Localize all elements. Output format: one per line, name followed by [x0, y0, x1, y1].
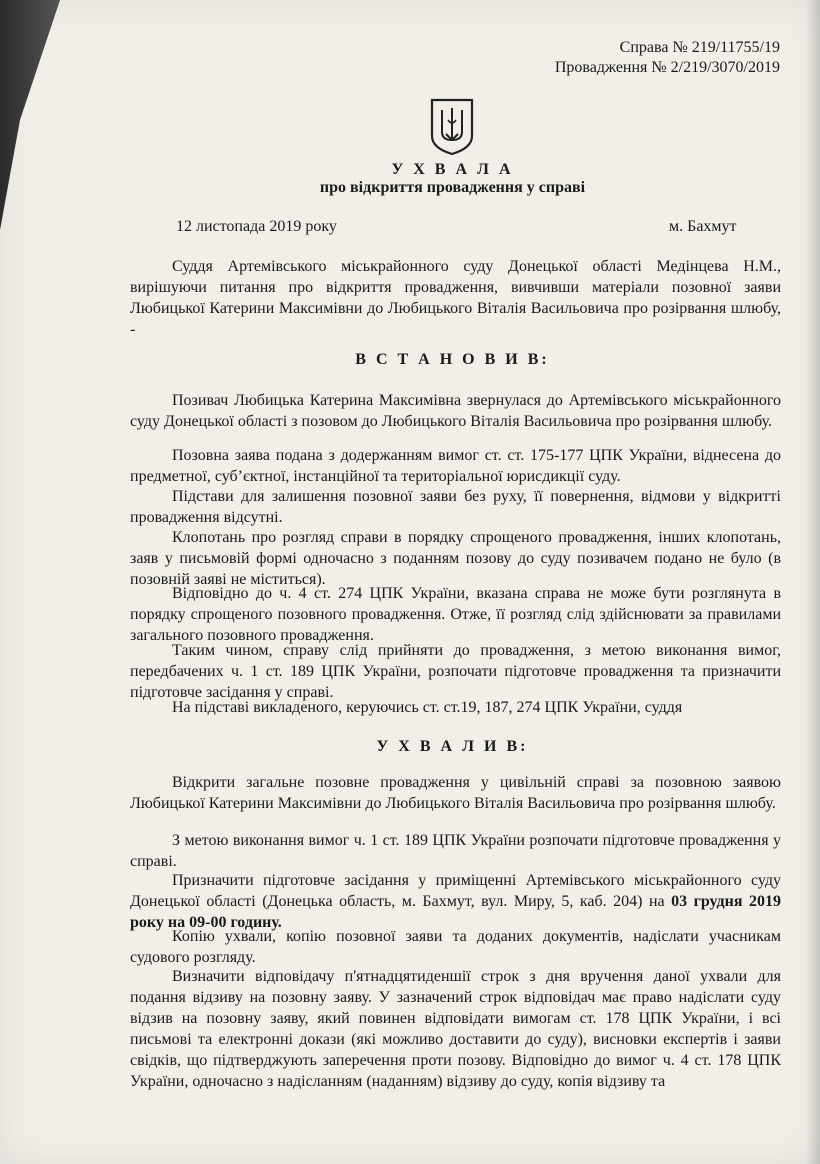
- ruled-paragraph-1: [130, 772, 781, 814]
- paragraph-text: Копію ухвали, копію позовної заяви та доданих документів, надіслати учасникам судового розгляду.: [130, 928, 781, 966]
- ruled-paragraph-5: [130, 966, 781, 1092]
- section-heading-ruled: У Х В А Л И В:: [376, 738, 529, 755]
- paragraph-text: Відкрити загальне позовне провадження у цивільній справі за позовною заявою Любицької Катерини Максимівни до Любицького Віталія Васильовича про розірвання шлюбу.: [130, 774, 781, 812]
- paragraph-text: На підставі викладеного, керуючись ст. ст.19, 187, 274 ЦПК України, суддя: [172, 699, 683, 716]
- established-paragraph-4: [130, 527, 781, 590]
- proceeding-number: Провадження № 2/219/3070/2019: [554, 59, 780, 76]
- coat-of-arms-icon: [428, 96, 476, 156]
- established-paragraph-5: [130, 583, 781, 646]
- paragraph-text: З метою виконання вимог ч. 1 ст. 189 ЦПК України розпочати підготовче провадження у справі.: [130, 832, 781, 870]
- established-paragraph-2: [130, 445, 781, 487]
- paragraph-text: Клопотань про розгляд справи в порядку спрощеного провадження, інших клопотань, заяв у письмовій формі одночасно з поданням позову до суду позивачем подано не було (в позовній заяві не міститься).: [130, 529, 781, 588]
- paragraph-text: Підстави для залишення позовної заяви без руху, її повернення, відмови у відкритті провадження відсутні.: [130, 488, 781, 526]
- hearing-date: 03 грудня 2019 року на 09-00 годину.: [130, 893, 782, 931]
- paragraph-text: Позивач Любицька Катерина Максимівна звернулася до Артемівського міськрайонного суду Донецької області з позовом до Любицького Віталія Васильовича про розірвання шлюбу.: [130, 392, 781, 430]
- ruled-paragraph-3: [130, 870, 781, 933]
- paragraph-text: Позовна заява подана з додержанням вимог ст. ст. 175-177 ЦПК України, віднесена до предметної, суб’єктної, інстанційної та територіальної юрисдикції суду.: [130, 447, 781, 485]
- paragraph-text: Призначити підготовче засідання у приміщенні Артемівського міськрайонного суду Донецької області (Донецька область, м. Бахмут, вул. Миру, 5, каб. 204) на: [130, 872, 781, 910]
- ruled-paragraph-2: [130, 830, 781, 872]
- established-paragraph-6: [130, 640, 781, 703]
- paragraph-text: Відповідно до ч. 4 ст. 274 ЦПК України, вказана справа не може бути розглянута в порядку спрощеного позовного провадження. Отже, її розгляд слід здійснювати за правилами загального позовного провадження.: [130, 585, 781, 644]
- ruled-paragraph-4: [130, 926, 781, 968]
- established-paragraph-3: [130, 486, 781, 528]
- established-paragraph-7: [130, 697, 781, 718]
- paragraph-text: Таким чином, справу слід прийняти до провадження, з метою виконання вимог, передбачених ч. 1 ст. 189 ЦПК України, розпочати підготовче провадження та призначити підготовче засідання у справі.: [130, 642, 781, 701]
- established-paragraph-1: [130, 390, 781, 432]
- paragraph-text: Визначити відповідачу п'ятнадцятиденшії строк з дня вручення даної ухвали для подання відзиву на позовну заяву. У зазначений строк відповідач має право надіслати суду відзив на позовну заяву, який повинен відповідати вимогам ст. 178 ЦПК України, і всі письмові та електронні докази (які можливо доставити до суду), висновки експертів і заяви свідків, що підтверджують заперечення проти позову. Відповідно до вимог ч. 4 ст. 178 ЦПК України, одночасно з надісланням (наданням) відзиву до суду, копія відзиву та: [130, 968, 781, 1090]
- section-heading-established: В С Т А Н О В И В:: [355, 351, 550, 368]
- document-title: У Х В А Л А: [391, 161, 514, 178]
- case-number: Справа № 219/11755/19: [619, 39, 780, 56]
- document-subtitle: про відкриття провадження у справі: [319, 179, 586, 196]
- document-city: м. Бахмут: [669, 218, 737, 235]
- intro-text: Суддя Артемівського міськрайонного суду Донецької області Медінцева Н.М., вирішуючи питання про відкриття провадження, вивчивши матеріали позовної заяви Любицької Катерини Максимівни до Любицького Віталія Васильовича про розірвання шлюбу, -: [130, 258, 781, 338]
- document-date: 12 листопада 2019 року: [176, 218, 337, 235]
- intro-paragraph: [130, 256, 781, 340]
